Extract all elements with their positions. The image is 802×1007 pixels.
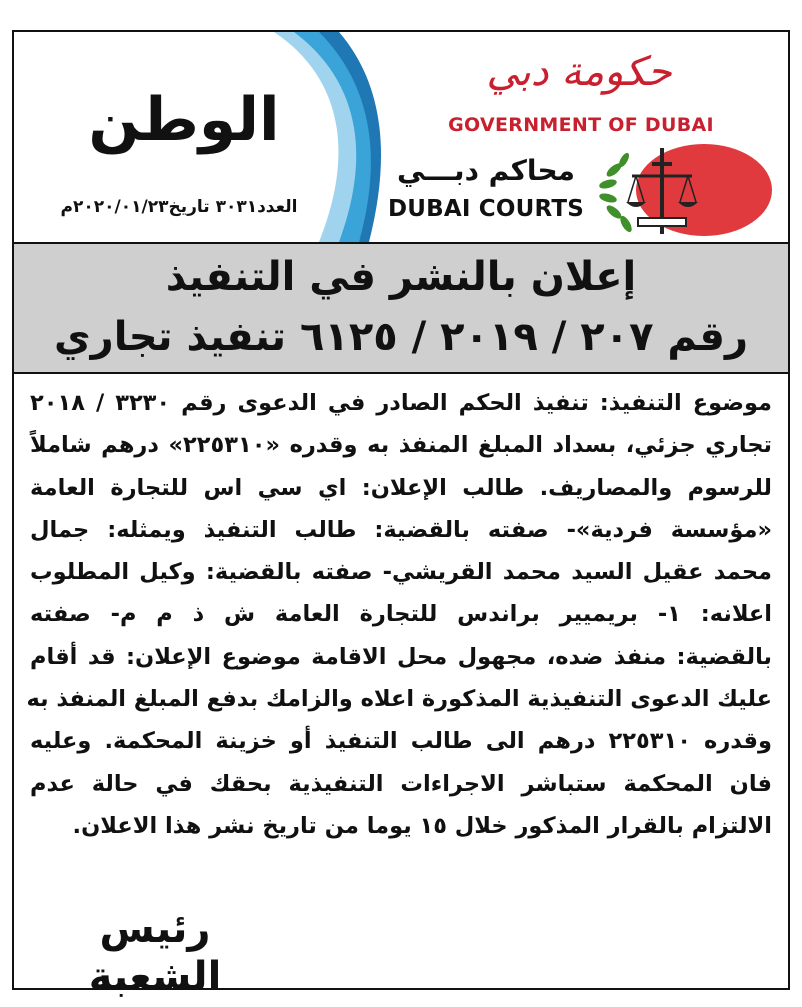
issue-date: العدد٣٠٣١ تاريخ٢٠٢٠/٠١/٢٣م: [60, 197, 298, 217]
body-line: تجاري جزئي، بسداد المبلغ المنفذ به وقدره «٢٢٥٣١٠» درهم شاملاً: [30, 432, 772, 459]
notice-body: [26, 382, 772, 847]
body-line: فان المحكمة ستباشر الاجراءات التنفيذية بحقك في حالة عدم: [30, 770, 772, 797]
government-english-name: GOVERNMENT OF DUBAI: [448, 114, 714, 136]
body-line: عليك الدعوى التنفيذية المذكورة اعلاه والزامك بدفع المبلغ المنفذ به: [26, 686, 772, 713]
notice-title: إعلان بالنشر في التنفيذ: [165, 254, 637, 300]
courts-arabic-name: محاكم دبـــي: [397, 154, 575, 187]
case-number: رقم ٢٠٧ / ٢٠١٩ / ٦١٢٥ تنفيذ تجاري: [54, 314, 748, 360]
notice-title-box: [14, 242, 788, 374]
notice-header: [14, 32, 788, 242]
body-line: «مؤسسة فردية»- صفته بالقضية: طالب التنفيذ ويمثله: جمال: [30, 516, 772, 543]
body-line: وقدره ٢٢٥٣١٠ درهم الى طالب التنفيذ أو خزينة المحكمة. وعليه: [30, 728, 772, 755]
body-line: اعلانه: ١- بريميير براندس للتجارة العامة ش ذ م م- صفته: [30, 601, 772, 628]
body-line: محمد عقيل السيد محمد القريشي- صفته بالقضية: وكيل المطلوب: [30, 559, 772, 586]
body-line: الالتزام بالقرار المذكور خلال ١٥ يوما من تاريخ نشر هذا الاعلان.: [72, 812, 772, 839]
body-line: للرسوم والمصاريف. طالب الإعلان: اي سي اس للتجارة العامة: [30, 474, 772, 501]
body-line: بالقضية: منفذ ضده، مجهول محل الاقامة موضوع الإعلان: قد أقام: [30, 643, 772, 670]
scales-of-justice-icon: [592, 140, 772, 240]
signature-title: رئيس الشعبة: [88, 906, 222, 1000]
courts-english-name: DUBAI COURTS: [387, 196, 585, 222]
newspaper-name: الوطن: [88, 85, 280, 155]
government-arabic-logo: حكومة دبي: [486, 49, 672, 95]
body-line: موضوع التنفيذ: تنفيذ الحكم الصادر في الدعوى رقم ٣٢٣٠ / ٢٠١٨: [30, 390, 772, 416]
